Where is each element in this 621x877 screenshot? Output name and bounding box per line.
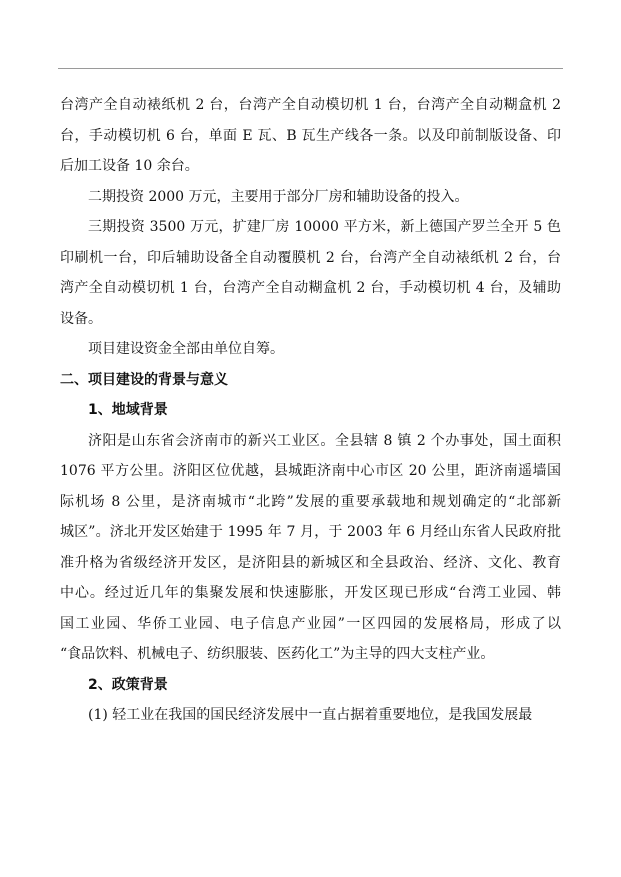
text-line: 中心。经过近几年的集聚发展和快速膨胀，开发区现已形成“台湾工业园、韩: [60, 585, 561, 601]
text-line: 准升格为省级经济开发区，是济阳县的新城区和全县政治、经济、文化、教育: [60, 554, 561, 571]
paragraph-phase2-investment: 二期投资 2000 万元，主要用于部分厂房和辅助设备的投入。: [88, 188, 469, 205]
text-line: 后加工设备 10 余台。: [60, 158, 199, 174]
text-line: 印刷机一台，印后辅助设备全自动覆膜机 2 台，台湾产全自动裱纸机 2 台，台: [60, 249, 561, 266]
text-line: “食品饮料、机械电子、纺织服装、医药化工”为主导的四大支柱产业。: [60, 646, 495, 662]
text-line: 际机场 8 公里，是济南城市“北跨”发展的重要承载地和规划确定的“北部新: [60, 493, 561, 510]
paragraph-phase3-investment: [60, 212, 561, 334]
text-line: 国工业园、华侨工业园、电子信息产业园”一区四园的发展格局，形成了以: [60, 615, 561, 632]
paragraph-regional-background: [60, 426, 561, 670]
subheading-regional-background: 1、地域背景: [88, 402, 168, 418]
paragraph-phase1-equipment: [60, 90, 561, 182]
text-line: 设备。: [60, 310, 102, 327]
header-rule: [58, 68, 563, 69]
text-line: 湾产全自动模切机 1 台，台湾产全自动糊盒机 2 台，手动模切机 4 台，及辅助: [60, 280, 561, 296]
text-line: 台湾产全自动裱纸机 2 台，台湾产全自动模切机 1 台，台湾产全自动糊盒机 2: [60, 97, 561, 113]
section-heading-background: 二、项目建设的背景与意义: [60, 371, 228, 388]
text-line: 三期投资 3500 万元，扩建厂房 10000 平方米，新上德国产罗兰全开 5 色: [88, 219, 561, 235]
text-line: 城区”。济北开发区始建于 1995 年 7 月，于 2003 年 6 月经山东省人民政府批: [60, 524, 561, 540]
text-line: 1076 平方公里。济阳区位优越，县城距济南中心市区 20 公里，距济南遥墙国: [60, 463, 561, 479]
paragraph-funding: 项目建设资金全部由单位自筹。: [88, 341, 284, 357]
paragraph-light-industry: (1) 轻工业在我国的国民经济发展中一直占据着重要地位，是我国发展最: [88, 707, 533, 723]
document-body: [60, 90, 561, 731]
text-line: 台，手动模切机 6 台，单面 E 瓦、B 瓦生产线各一条。以及印前制版设备、印: [60, 127, 561, 144]
subheading-policy-background: 2、政策背景: [88, 676, 168, 693]
text-line: 济阳是山东省会济南市的新兴工业区。全县辖 8 镇 2 个办事处，国土面积: [88, 432, 561, 449]
